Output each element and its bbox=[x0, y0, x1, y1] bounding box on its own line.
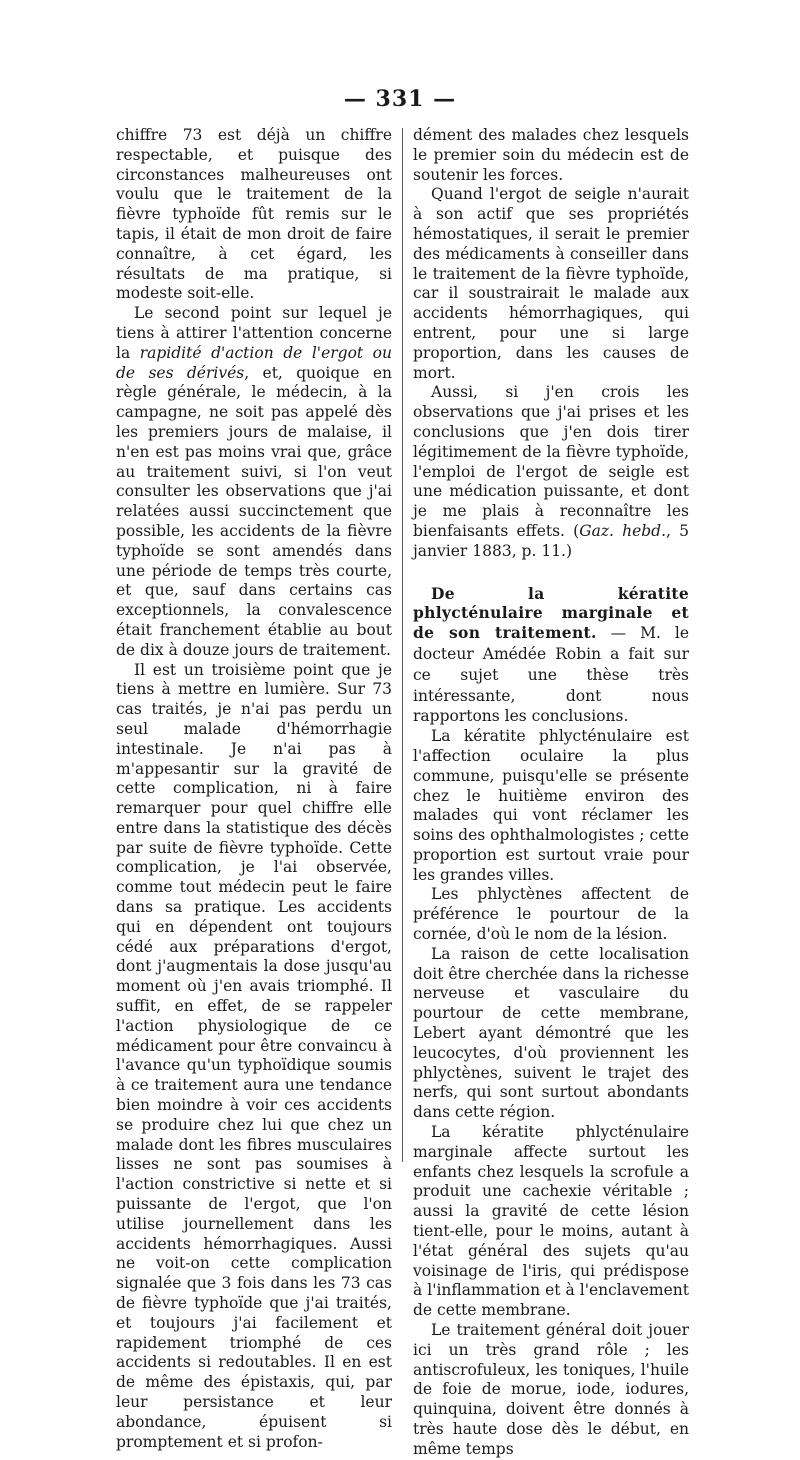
paragraph: dément des malades chez lesquels le premier soin du médecin est de soutenir les forces. bbox=[413, 126, 689, 184]
paragraph-text: , et, quoique en règle générale, le médecin, à la campagne, ne soit pas appelé dès les premiers jours de malaise, il n'en est pas moins vrai que, grâce au traitement suivi, si l'on veut consulter les observations que j'ai relatées aussi succinctement que possible, les accidents de la fièvre typhoïde se sont amendés dans une période de temps très courte, et que, sauf dans certains cas exceptionnels, la convalescence était franchement établie au bout de dix à douze jours de traitement. bbox=[116, 363, 392, 659]
paragraph: Les phlyctènes affectent de préférence le pourtour de la cornée, d'où le nom de la lésion. bbox=[413, 885, 689, 944]
article-intro: — M. le docteur Amédée Robin a fait sur ce sujet une thèse très intéressante, dont nous rapportons les conclusions. bbox=[413, 624, 689, 726]
citation-journal: Gaz. hebd. bbox=[579, 521, 667, 540]
paragraph: chiffre 73 est déjà un chiffre respectable, et puisque des circonstances malheureuses ont voulu que le traitement de la fièvre typhoïde fût remis sur le tapis, il était de mon droit de faire connaître, à cet égard, les résultats de ma pratique, si modeste soit-elle. bbox=[116, 126, 392, 303]
paragraph-text: Le second point sur lequel je tiens à attirer l'attention concerne la bbox=[116, 304, 392, 362]
column-divider bbox=[402, 128, 403, 1162]
section-gap bbox=[413, 562, 689, 584]
italic-phrase: rapidité d'action de l'ergot ou de ses dérivés bbox=[116, 343, 392, 382]
paragraph: Quand l'ergot de seigle n'aurait à son actif que ses propriétés hémostatiques, il serait le premier des médicaments à conseiller dans le traitement de la fièvre typhoïde, car il soustrairait le malade aux accidents hémorrhagiques, qui entrent, pour une si large proportion, dans les causes de mort. bbox=[413, 185, 689, 382]
article-heading-paragraph bbox=[413, 584, 689, 728]
paragraph: La raison de cette localisation doit être cherchée dans la richesse nerveuse et vasculaire du pourtour de cette membrane, Lebert ayant démontré que les leucocytes, d'où proviennent les phlyctènes, suivent le trajet des nerfs, qui sont surtout abondants dans cette région. bbox=[413, 944, 689, 1122]
paragraph-text: Aussi, si j'en crois les observations que j'ai prises et les conclusions que j'en dois tirer légitimement de la fièvre typhoïde, l'emploi de l'ergot de seigle est une médication puissante, et dont je me plais à reconnaître les bienfaisants effets. ( bbox=[413, 383, 689, 540]
paragraph: Il est un troisième point que je tiens à mettre en lumière. Sur 73 cas traités, je n'ai pas perdu un seul malade d'hémorrhagie intestinale. Je n'ai pas à m'appesantir sur la gravité de cette complication, ni à faire remarquer pour quel chiffre elle entre dans la statistique des décès par suite de fièvre typhoïde. Cette complication, je l'ai observée, comme tout médecin peut le faire dans sa pratique. Les accidents qui en dépendent ont toujours cédé aux préparations d'ergot, dont j'augmentais la dose jusqu'au moment où j'en avais triomphé. Il suffit, en effet, de se rappeler l'action physiologique de ce médicament pour être convaincu à l'avance qu'un typhoïdique soumis à ce traitement aura une tendance bien moindre à voir ces accidents se produire chez lui que chez un malade dont les fibres musculaires lisses ne sont pas soumises à l'action constrictive si nette et si puissante de l'ergot, que l'on utilise journellement dans les accidents hémorrhagiques. Aussi ne voit-on cette complication signalée que 3 fois dans les 73 cas de fièvre typhoïde que j'ai traités, et toujours j'ai facilement et rapidement triomphé de ces accidents si redoutables. Il en est de même des épistaxis, qui, par leur persistance et leur abondance, épuisent si promptement et si profon- bbox=[116, 660, 392, 1451]
article-heading: De la kératite phlycténulaire marginale et de son traitement. bbox=[413, 583, 689, 643]
right-column bbox=[413, 126, 689, 1458]
paragraph: Le traitement général doit jouer ici un très grand rôle ; les antiscrofuleux, les toniques, l'huile de foie de morue, iode, iodures, quinquina, doivent être donnés à très haute dose dès le début, en même temps bbox=[413, 1321, 689, 1458]
paragraph bbox=[413, 383, 689, 561]
paragraph bbox=[116, 304, 392, 660]
paragraph: La kératite phlycténulaire est l'affection oculaire la plus commune, puisqu'elle se présente chez le huitième environ des malades qui vont réclamer les soins des ophthalmologistes ; cette proportion est surtout vraie pour les grandes villes. bbox=[413, 727, 689, 884]
paragraph-text: , 5 janvier 1883, p. 11.) bbox=[413, 521, 689, 560]
left-column bbox=[116, 126, 392, 1451]
page-number: — 331 — bbox=[343, 86, 457, 112]
paragraph: La kératite phlycténulaire marginale affecte surtout les enfants chez lesquels la scrofule a produit une cachexie véritable ; aussi la gravité de cette lésion tient-elle, pour le moins, autant à l'état général des sujets qu'au voisinage de l'iris, qui prédispose à l'inflammation et à l'enclavement de cette membrane. bbox=[413, 1123, 689, 1320]
